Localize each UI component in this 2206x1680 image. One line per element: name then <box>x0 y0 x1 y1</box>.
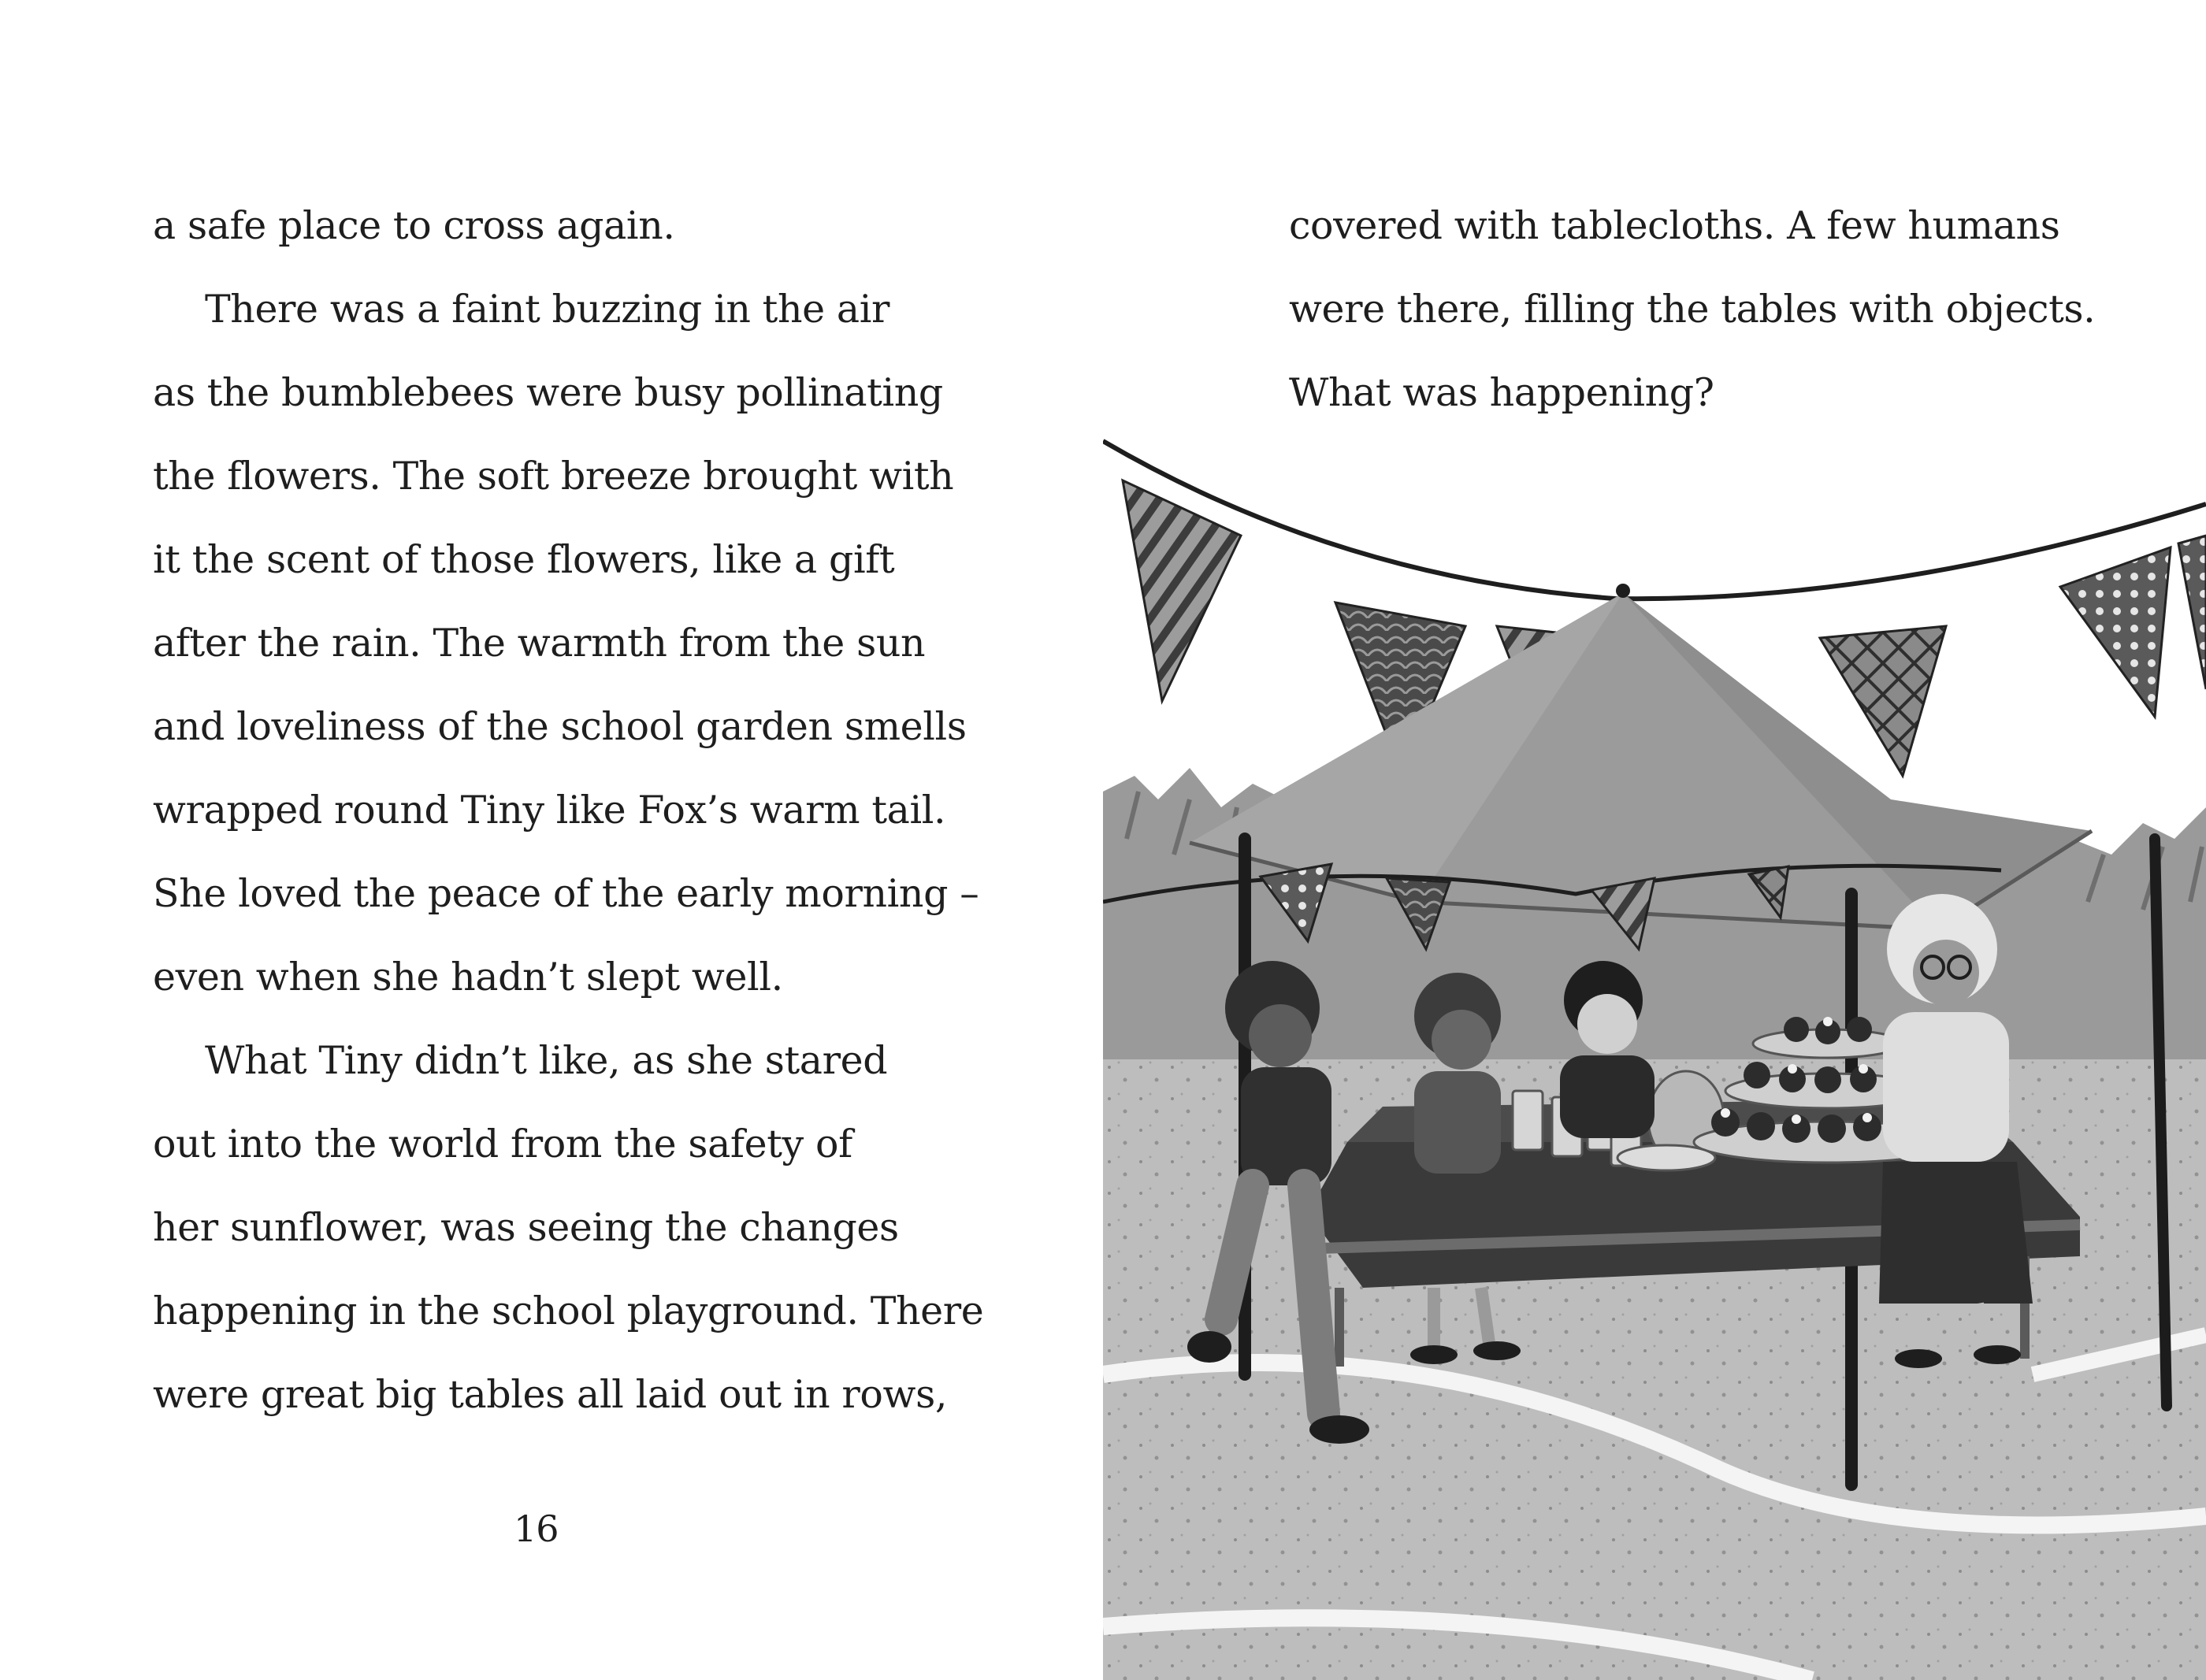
text-line: the flowers. The soft breeze brought with <box>153 454 954 499</box>
text-line: her sunflower, was seeing the changes <box>153 1205 899 1250</box>
text-line: after the rain. The warmth from the sun <box>153 621 926 666</box>
text-line: wrapped round Tiny like Fox’s warm tail. <box>153 788 946 833</box>
page-number: 16 <box>514 1508 559 1550</box>
text-line: She loved the peace of the early morning – <box>153 871 979 916</box>
text-line: even when she hadn’t slept well. <box>153 955 783 999</box>
text-line: happening in the school playground. There <box>153 1289 984 1333</box>
text-line: it the scent of those flowers, like a gift <box>153 537 895 582</box>
text-line: out into the world from the safety of <box>153 1122 852 1166</box>
text-line: What was happening? <box>1289 370 1714 415</box>
text-line: were great big tables all laid out in rows, <box>153 1372 947 1417</box>
text-line: and loveliness of the school garden smells <box>153 704 967 749</box>
text-line: a safe place to cross again. <box>153 203 675 248</box>
bake-sale-illustration <box>1103 429 2206 1680</box>
text-line: There was a faint buzzing in the air <box>205 287 890 332</box>
text-line: What Tiny didn’t like, as she stared <box>205 1038 888 1083</box>
text-line: covered with tablecloths. A few humans <box>1289 203 2060 248</box>
text-line: as the bumblebees were busy pollinating <box>153 370 943 415</box>
text-line: were there, filling the tables with objects. <box>1289 287 2096 332</box>
